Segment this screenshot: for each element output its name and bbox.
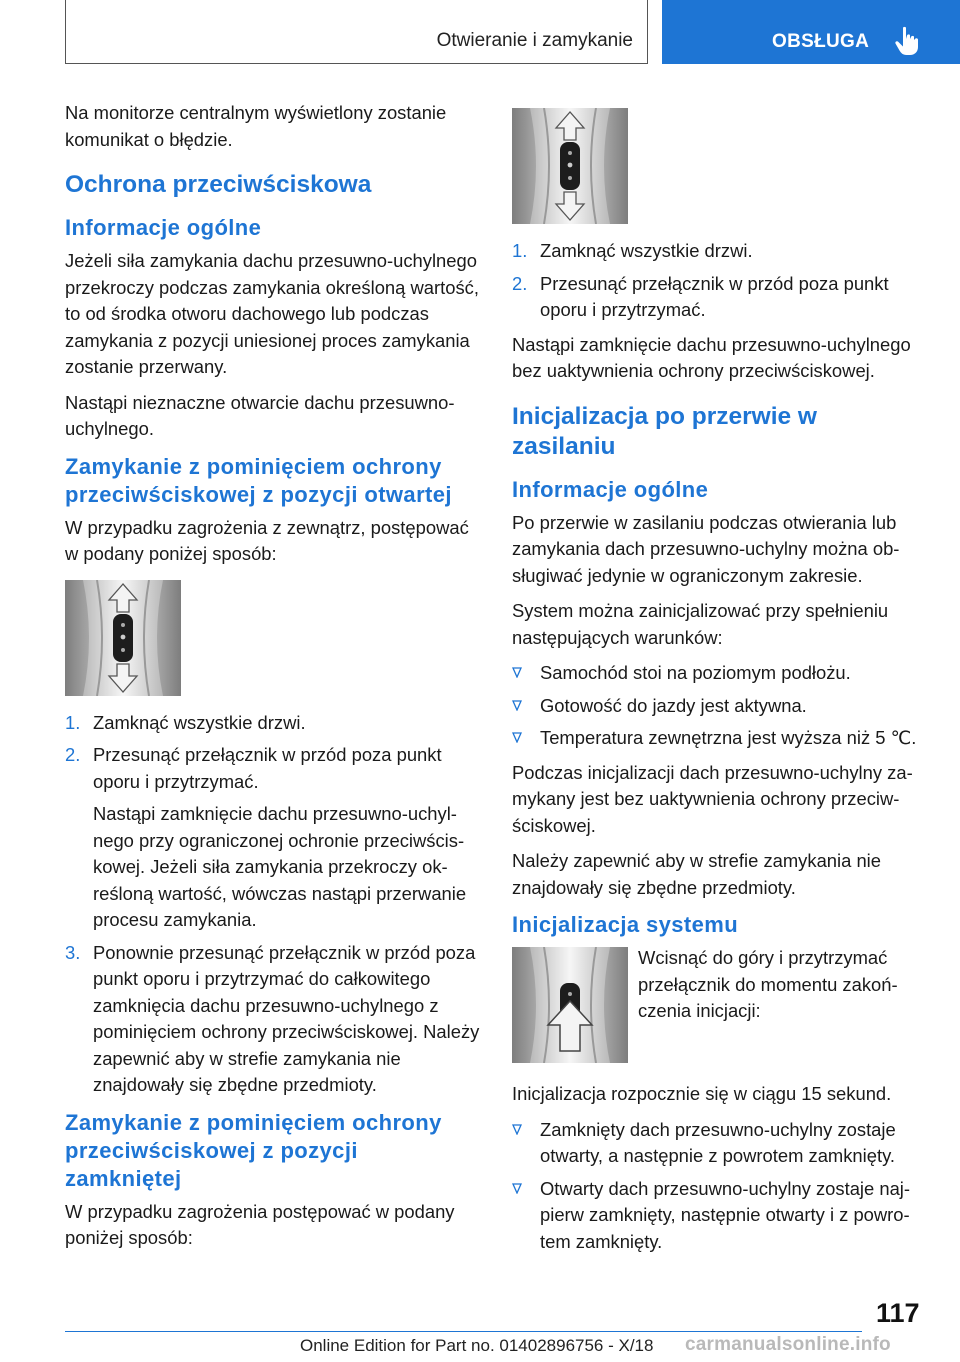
paragraph-close-no-protection: Nastąpi zamknięcie dachu przesuwno-uchylnego bez uaktywnienia ochrony przeciwściskowej. bbox=[512, 333, 911, 381]
section-title: Otwieranie i zamykanie bbox=[436, 30, 633, 51]
paragraph-closing-force: Jeżeli siła zamykania dachu przesuwno-uchylnego przekroczy podczas zamykania określoną wartość, to od środka otworu dachowego lub podczas zamykania z pozycji uniesionej proces zamykania zostanie przerwany. bbox=[65, 250, 479, 377]
list-item-text: Zamknięty dach przesuwno-uchylny zostaje otwarty, a następnie z powrotem zamknięty. bbox=[540, 1118, 896, 1166]
triangle-bullet-icon bbox=[512, 1124, 522, 1135]
steps-list-open bbox=[65, 710, 480, 1099]
edition-text: Online Edition for Part no. 01402896756 - X/18 bbox=[300, 1336, 654, 1355]
hand-pointer-icon bbox=[894, 26, 920, 56]
chapter-tab[interactable] bbox=[662, 0, 960, 64]
step-number: 2. bbox=[512, 272, 528, 294]
list-item bbox=[512, 725, 927, 752]
page-number: 117 bbox=[876, 1298, 920, 1328]
steps-list-closed bbox=[512, 238, 927, 324]
step-item bbox=[512, 238, 927, 265]
triangle-bullet-icon bbox=[512, 732, 522, 743]
subheading-override-closed: Zamykanie z pominięciem ochrony przeciwściskowej z pozycji zamkniętej bbox=[65, 1109, 442, 1191]
triangle-bullet-icon bbox=[512, 700, 522, 711]
paragraph-danger-open: W przypadku zagrożenia z zewnątrz, postępować w podany poniżej sposób: bbox=[65, 516, 469, 564]
subheading-general-info: Informacje ogólne bbox=[65, 215, 262, 240]
chapter-tab-label: OBSŁUGA bbox=[772, 31, 870, 52]
list-item-text: Samochód stoi na poziomym podłożu. bbox=[540, 662, 851, 683]
right-column bbox=[512, 100, 927, 1263]
init-instruction bbox=[512, 945, 927, 1071]
step-number: 1. bbox=[512, 240, 528, 261]
step-text: Zamknąć wszystkie drzwi. bbox=[93, 711, 306, 733]
subheading-system-init: Inicjalizacja systemu bbox=[512, 912, 739, 937]
list-item bbox=[512, 660, 927, 687]
triangle-bullet-icon bbox=[512, 1183, 522, 1194]
roof-switch-illustration bbox=[65, 580, 181, 696]
list-item bbox=[512, 1176, 927, 1256]
step-text: Przesunąć przełącznik w przód poza punkt oporu i przytrzymać. bbox=[540, 272, 889, 320]
footer-divider bbox=[65, 1331, 862, 1332]
step-item bbox=[65, 710, 480, 737]
paragraph-slight-opening: Nastąpi nieznaczne otwarcie dachu przesuwno-uchylnego. bbox=[65, 391, 455, 439]
init-sequence-list bbox=[512, 1117, 927, 1256]
step-subtext: Nastąpi zamknięcie dachu przesuwno-uchylnego przy ograniczonej ochronie przeciwściskowej. Jeżeli siła zamykania przekroczy określoną wartość, wówczas nastąpi przerwanie procesu zamykania. bbox=[93, 803, 467, 930]
roof-switch-up-illustration bbox=[512, 947, 628, 1063]
paragraph-danger-closed: W przypadku zagrożenia postępować w podany poniżej sposób: bbox=[65, 1200, 455, 1248]
list-item bbox=[512, 1117, 927, 1170]
section-heading-anti-trap: Ochrona przeciwściskowa bbox=[65, 171, 372, 198]
paragraph-clear-zone: Należy zapewnić aby w strefie zamykania nie znajdowały się zbędne przedmioty. bbox=[512, 850, 881, 898]
step-number: 3. bbox=[65, 941, 81, 963]
list-item bbox=[512, 693, 927, 720]
step-item bbox=[65, 742, 480, 934]
conditions-list bbox=[512, 660, 927, 752]
list-item-text: Temperatura zewnętrzna jest wyższa niż 5 ℃. bbox=[540, 727, 917, 748]
step-number: 1. bbox=[65, 711, 81, 733]
step-item bbox=[65, 940, 480, 1099]
header-section-frame bbox=[65, 0, 648, 64]
subheading-general-info: Informacje ogólne bbox=[512, 476, 709, 502]
subheading-override-open: Zamykanie z pominięciem ochrony przeciwściskowej z pozycji otwartej bbox=[65, 453, 452, 507]
roof-switch-illustration bbox=[512, 108, 628, 224]
list-item-text: Gotowość do jazdy jest aktywna. bbox=[540, 694, 807, 716]
paragraph-conditions-intro: System można zainicjalizować przy spełnieniu następujących warunków: bbox=[512, 600, 889, 648]
watermark: carmanualsonline.info bbox=[685, 1334, 891, 1355]
intro-text: Na monitorze centralnym wyświetlony zostanie komunikat o błędzie. bbox=[65, 102, 447, 150]
step-number: 2. bbox=[65, 744, 81, 765]
section-heading-initialization: Inicjalizacja po przerwie w zasilaniu bbox=[512, 402, 817, 460]
step-text: Zamknąć wszystkie drzwi. bbox=[540, 240, 753, 261]
init-instruction-text: Wcisnąć do góry i przytrzymać przełącznik do momentu zakończenia inicjacji: bbox=[638, 947, 898, 1021]
paragraph-power-interruption: Po przerwie w zasilaniu podczas otwierania lub zamykania dach przesuwno-uchylny można obsługiwać jedynie w ograniczonym zakresie. bbox=[512, 511, 900, 586]
list-item-text: Otwarty dach przesuwno-uchylny zostaje najpierw zamknięty, następnie otwarty i z powrotem zamknięty. bbox=[540, 1177, 911, 1252]
step-text: Ponownie przesunąć przełącznik w przód poza punkt oporu i przytrzymać do całkowitego zamknięcia dachu przesuwno-uchylnego z pominięciem ochrony przeciwściskowej. Należy zapewnić aby w strefie zamykania nie znajdowały się zbędne przedmioty. bbox=[93, 941, 480, 1095]
paragraph-init-no-protection: Podczas inicjalizacji dach przesuwno-uchylny zamykany jest bez uaktywnienia ochrony przeciwściskowej. bbox=[512, 761, 913, 836]
step-text: Przesunąć przełącznik w przód poza punkt oporu i przytrzymać. bbox=[93, 744, 442, 792]
triangle-bullet-icon bbox=[512, 667, 522, 678]
step-item bbox=[512, 271, 927, 324]
paragraph-init-start: Inicjalizacja rozpocznie się w ciągu 15 sekund. bbox=[512, 1083, 892, 1104]
left-column bbox=[65, 100, 480, 1261]
